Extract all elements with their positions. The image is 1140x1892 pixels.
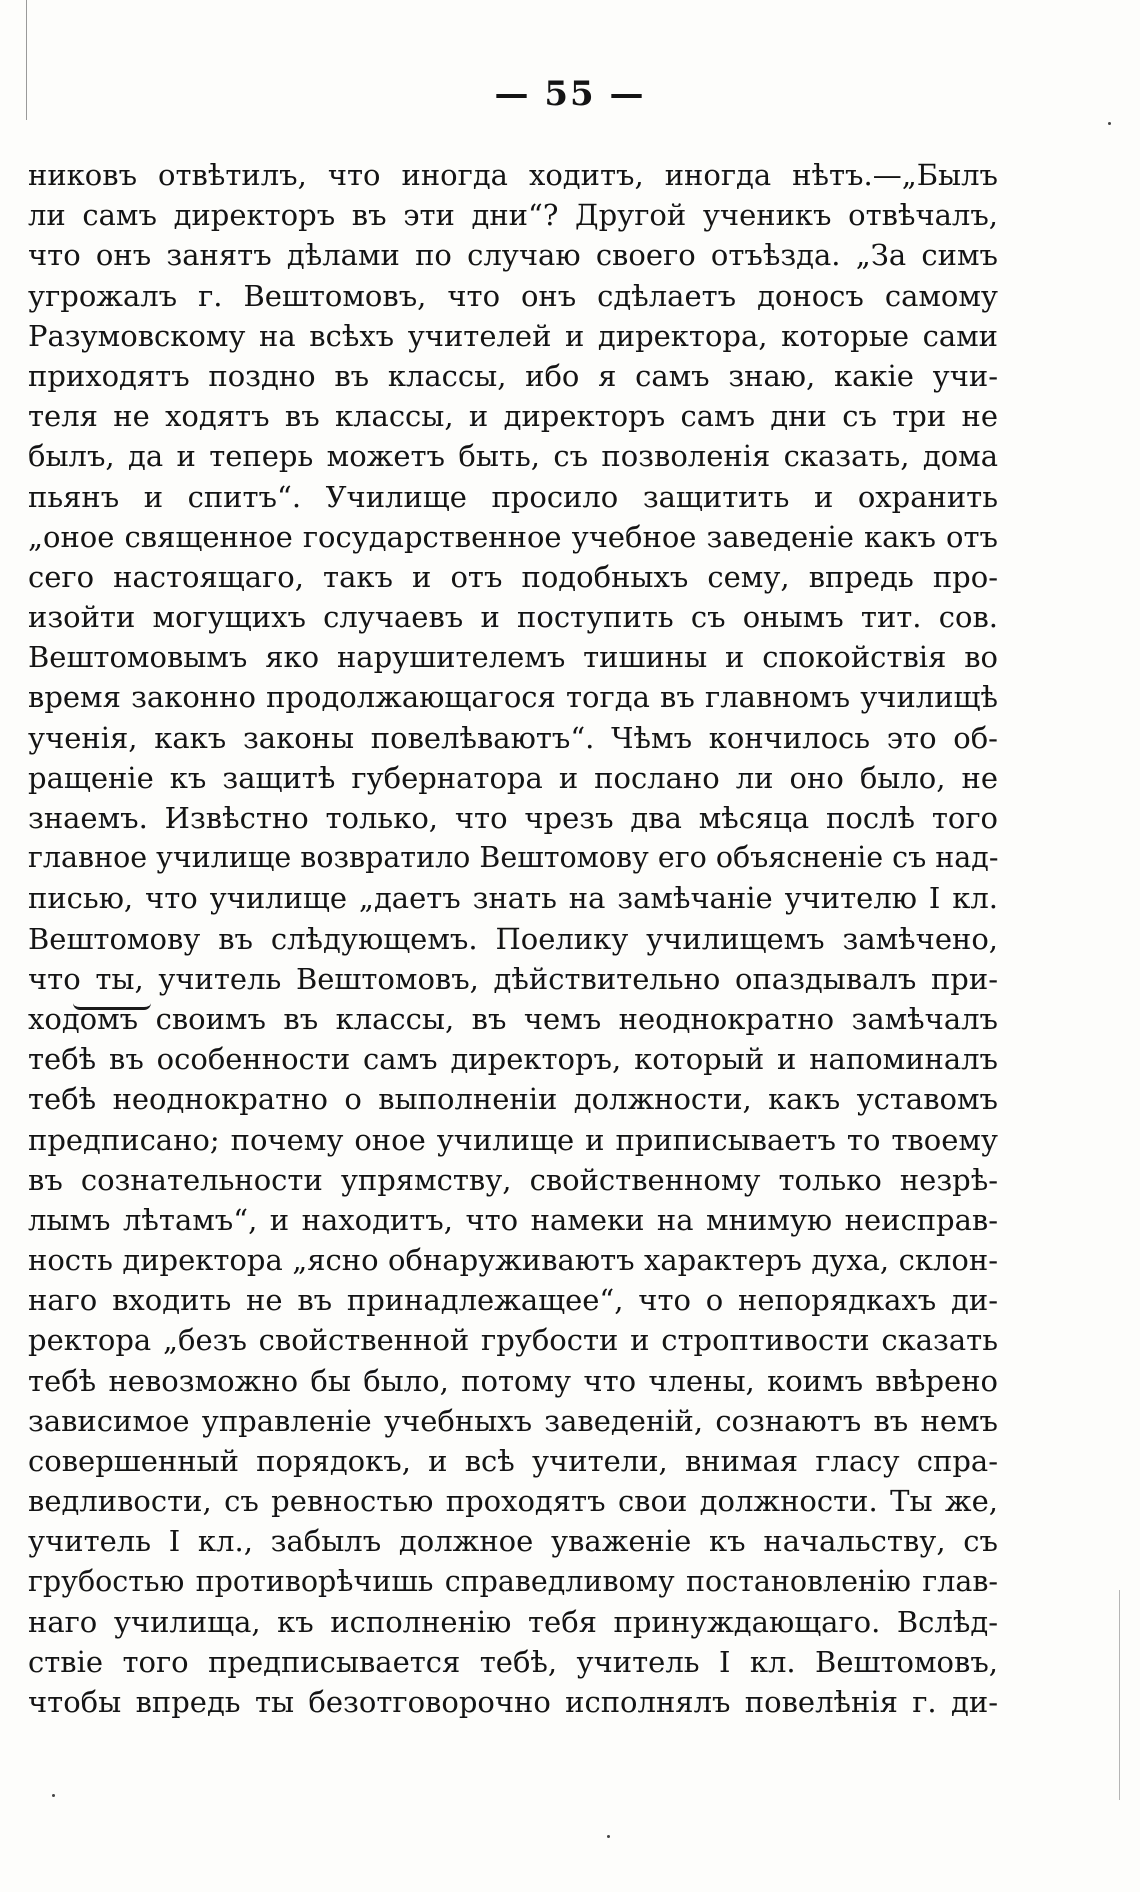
text-line-12: изойти могущихъ случаевъ и поступить съ онымъ тит. сов.: [28, 600, 998, 635]
text-line-38: ствіе того предписывается тебѣ, учитель I кл. Вештомовъ,: [28, 1644, 998, 1679]
text-line-3: что онъ занятъ дѣлами по случаю своего отъѣзда. „За симъ: [28, 238, 998, 273]
text-line-18: главное училище возвратило Вештомову его объясненіе съ над-: [28, 841, 998, 875]
text-line-25: предписано; почему оное училище и приписываетъ то твоему: [28, 1122, 998, 1157]
text-line-26: въ сознательности упрямству, свойственному только незрѣ-: [28, 1162, 998, 1197]
text-line-20: Вештомову въ слѣдующемъ. Поелику училищемъ замѣчено,: [28, 921, 998, 956]
handwritten-underline-mark: [73, 1003, 151, 1010]
text-line-36: грубостью противорѣчишь справедливому постановленію глав-: [28, 1564, 998, 1598]
text-line-27: лымъ лѣтамъ“, и находитъ, что намеки на мнимую неисправ-: [28, 1202, 998, 1237]
text-line-39: чтобы впредь ты безотговорочно исполнялъ повелѣнія г. ди-: [28, 1685, 998, 1720]
text-line-19: писью, что училище „даетъ знать на замѣчаніе учителю I кл.: [28, 881, 998, 916]
text-line-4: угрожалъ г. Вештомовъ, что онъ сдѣлаетъ доносъ самому: [28, 278, 998, 313]
text-line-35: учитель I кл., забылъ должное уваженіе къ начальству, съ: [28, 1524, 998, 1559]
scan-speck: [607, 1835, 610, 1838]
text-line-33: совершенный порядокъ, и всѣ учители, внимая гласу спра-: [28, 1444, 998, 1478]
text-line-34: ведливости, съ ревностью проходятъ свои должности. Ты же,: [28, 1484, 998, 1519]
scan-speck: [52, 1794, 55, 1797]
text-line-37: наго училища, къ исполненію тебя принуждающаго. Вслѣд-: [28, 1604, 998, 1639]
text-line-16: ращеніе къ защитѣ губернатора и послано ли оно было, не: [28, 760, 998, 795]
text-line-23: тебѣ въ особенности самъ директоръ, который и напоминалъ: [28, 1042, 998, 1077]
text-line-30: ректора „безъ свойственной грубости и строптивости сказать: [28, 1323, 998, 1358]
text-line-21: что ты, учитель Вештомовъ, дѣйствительно опаздывалъ при-: [28, 961, 998, 996]
body-text: [28, 155, 998, 1722]
text-line-13: Вештомовымъ яко нарушителемъ тишины и спокойствія во: [28, 640, 998, 675]
text-line-24: тебѣ неоднократно о выполненіи должности, какъ уставомъ: [28, 1082, 998, 1117]
text-line-9: пьянъ и спитъ“. Училище просило защитить и охранить: [28, 479, 998, 514]
text-line-8: былъ, да и теперь можетъ быть, съ позволенія сказать, дома: [28, 439, 998, 474]
text-line-31: тебѣ невозможно бы было, потому что члены, коимъ ввѣрено: [28, 1363, 998, 1398]
text-line-32: зависимое управленіе учебныхъ заведеній, сознаютъ въ немъ: [28, 1403, 998, 1438]
text-line-28: ность директора „ясно обнаруживаютъ характеръ духа, склон-: [28, 1243, 998, 1278]
text-line-2: ли самъ директоръ въ эти дни“? Другой ученикъ отвѣчалъ,: [28, 198, 998, 233]
text-line-22: ходомъ своимъ въ классы, въ чемъ неоднократно замѣчалъ: [28, 1001, 998, 1036]
text-line-17: знаемъ. Извѣстно только, что чрезъ два мѣсяца послѣ того: [28, 801, 998, 835]
text-line-6: приходятъ поздно въ классы, ибо я самъ знаю, какіе учи-: [28, 358, 998, 393]
text-line-5: Разумовскому на всѣхъ учителей и директора, которые сами: [28, 318, 998, 353]
scan-speck: [1108, 122, 1111, 125]
text-line-7: теля не ходятъ въ классы, и директоръ самъ дни съ три не: [28, 399, 998, 434]
text-line-10: „оное священное государственное учебное заведеніе какъ отъ: [28, 519, 998, 554]
text-line-1: никовъ отвѣтилъ, что иногда ходитъ, иногда нѣтъ.—„Былъ: [28, 158, 998, 192]
text-line-15: ученія, какъ законы повелѣваютъ“. Чѣмъ кончилось это об-: [28, 720, 998, 755]
page-number: — 55 —: [494, 74, 646, 114]
text-line-11: сего настоящаго, такъ и отъ подобныхъ сему, впредь про-: [28, 559, 998, 594]
text-line-14: время законно продолжающагося тогда въ главномъ училищѣ: [28, 680, 998, 715]
text-line-29: наго входить не въ принадлежащее“, что о непорядкахъ ди-: [28, 1283, 998, 1318]
scan-edge-right: [1119, 1590, 1120, 1800]
